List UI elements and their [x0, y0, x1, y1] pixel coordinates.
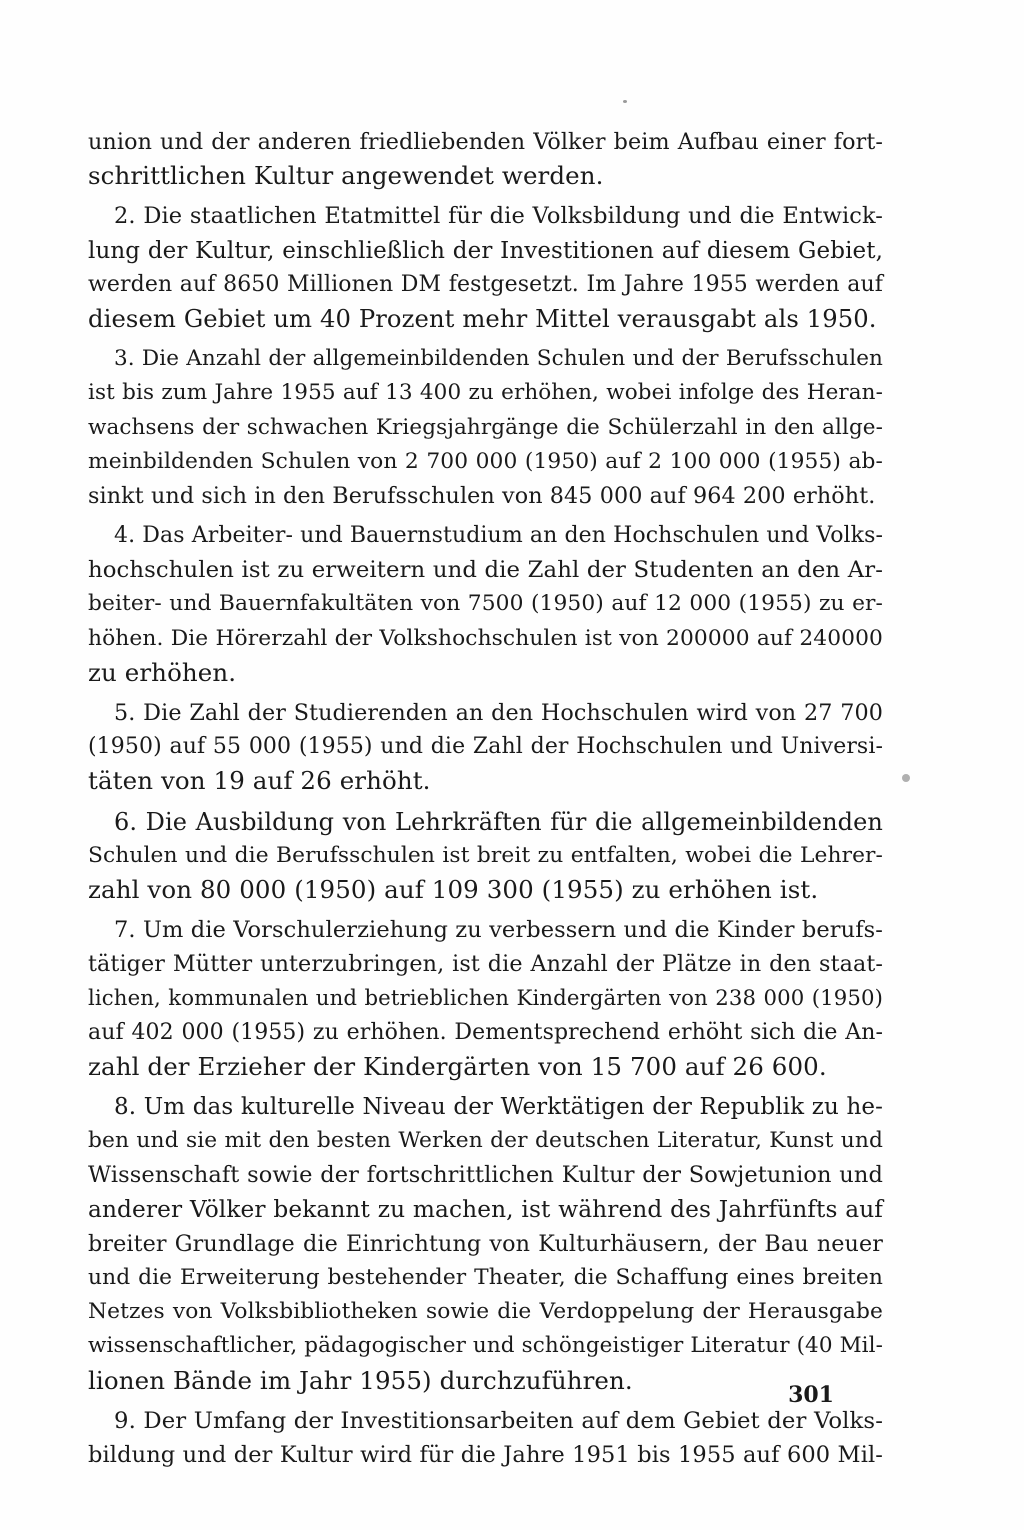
text-line: ist bis zum Jahre 1955 auf 13 400 zu erhöhen, wobei infolge des Heran- — [88, 380, 883, 406]
text-line: wissenschaftlicher, pädagogischer und schöngeistiger Literatur (40 Mil- — [88, 1333, 883, 1359]
text-line: 8. Um das kulturelle Niveau der Werktätigen der Republik zu he- — [114, 1094, 883, 1121]
text-line: bildung und der Kultur wird für die Jahre 1951 bis 1955 auf 600 Mil- — [88, 1441, 883, 1468]
body-text — [88, 125, 883, 1478]
text-line: 2. Die staatlichen Etatmittel für die Volksbildung und die Entwick- — [114, 203, 883, 230]
paragraph — [88, 1404, 883, 1472]
text-line: 4. Das Arbeiter- und Bauernstudium an den Hochschulen und Volks- — [114, 523, 884, 549]
text-line: 9. Der Umfang der Investitionsarbeiten auf dem Gebiet der Volks- — [114, 1407, 883, 1434]
text-line: Netzes von Volksbibliotheken sowie die Verdoppelung der Herausgabe — [88, 1299, 883, 1325]
text-line: union und der anderen friedliebenden Völker beim Aufbau einer fort- — [88, 129, 883, 155]
text-line: täten von 19 auf 26 erhöht. — [88, 766, 431, 796]
text-line: zahl der Erzieher der Kindergärten von 15 700 auf 26 600. — [88, 1051, 827, 1081]
text-line: anderer Völker bekannt zu machen, ist während des Jahrfünfts auf — [88, 1195, 883, 1223]
text-line: höhen. Die Hörerzahl der Volkshochschulen ist von 200000 auf 240000 — [88, 625, 883, 651]
text-line: zu erhöhen. — [88, 657, 237, 687]
text-line: breiter Grundlage die Einrichtung von Kulturhäusern, der Bau neuer — [88, 1230, 883, 1257]
paragraph — [88, 125, 883, 193]
paragraph — [88, 519, 883, 690]
text-line: sinkt und sich in den Berufsschulen von 845 000 auf 964 200 erhöht. — [88, 482, 876, 509]
page-number: 301 — [788, 1382, 834, 1408]
text-line: (1950) auf 55 000 (1955) und die Zahl der Hochschulen und Universi- — [88, 734, 883, 760]
scan-speck — [902, 774, 910, 782]
text-line: lichen, kommunalen und betrieblichen Kindergärten von 238 000 (1950) — [88, 985, 883, 1011]
text-line: ben und sie mit den besten Werken der deutschen Literatur, Kunst und — [88, 1128, 883, 1154]
paragraph — [88, 696, 883, 799]
text-line: 6. Die Ausbildung von Lehrkräften für die allgemeinbildenden — [114, 807, 883, 836]
text-line: und die Erweiterung bestehender Theater, die Schaffung eines breiten — [88, 1265, 883, 1290]
paragraph — [88, 805, 883, 908]
text-line: 7. Um die Vorschulerziehung zu verbessern und die Kinder berufs- — [114, 917, 883, 944]
text-line: diesem Gebiet um 40 Prozent mehr Mittel verausgabt als 1950. — [88, 303, 877, 333]
text-line: 3. Die Anzahl der allgemeinbildenden Schulen und der Berufsschulen — [114, 346, 883, 372]
text-line: beiter- und Bauernfakultäten von 7500 (1950) auf 12 000 (1955) zu er- — [88, 591, 883, 617]
paragraph — [88, 913, 883, 1084]
paragraph — [88, 1090, 883, 1398]
text-line: meinbildenden Schulen von 2 700 000 (1950) auf 2 100 000 (1955) ab- — [88, 448, 883, 474]
text-line: tätiger Mütter unterzubringen, ist die Anzahl der Plätze in den staat- — [88, 951, 883, 978]
text-line: zahl von 80 000 (1950) auf 109 300 (1955) zu erhöhen ist. — [88, 874, 819, 904]
text-line: schrittlichen Kultur angewendet werden. — [88, 161, 604, 191]
text-line: Wissenschaft sowie der fortschrittlichen Kultur der Sowjetunion und — [88, 1162, 883, 1189]
text-line: lionen Bände im Jahr 1955) durchzuführen. — [88, 1365, 633, 1395]
text-line: Schulen und die Berufsschulen ist breit zu entfalten, wobei die Lehrer- — [88, 842, 883, 868]
scan-speck — [623, 100, 627, 103]
text-line: hochschulen ist zu erweitern und die Zahl der Studenten an den Ar- — [88, 557, 883, 584]
text-line: auf 402 000 (1955) zu erhöhen. Dementsprechend erhöht sich die An- — [88, 1019, 883, 1045]
text-line: wachsens der schwachen Kriegsjahrgänge die Schülerzahl in den allge- — [88, 414, 883, 440]
text-line: lung der Kultur, einschließlich der Investitionen auf diesem Gebiet, — [88, 237, 883, 264]
text-line: werden auf 8650 Millionen DM festgesetzt. Im Jahre 1955 werden auf — [88, 271, 883, 297]
paragraph — [88, 199, 883, 336]
paragraph — [88, 342, 883, 513]
text-line: 5. Die Zahl der Studierenden an den Hochschulen wird von 27 700 — [114, 700, 883, 726]
